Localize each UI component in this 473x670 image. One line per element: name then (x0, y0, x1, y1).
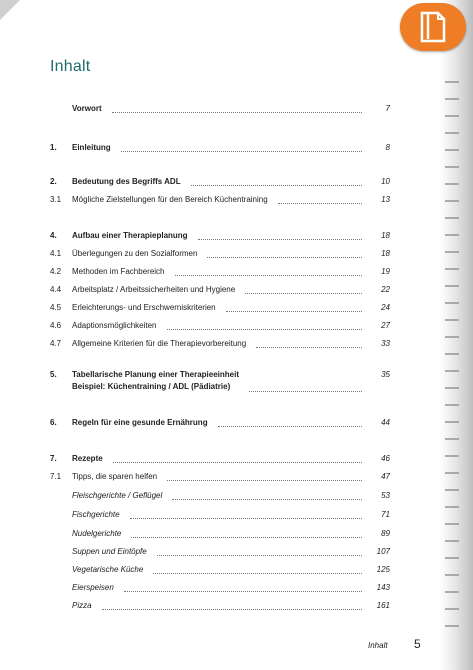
toc-dot-leader (167, 479, 362, 481)
toc-dot-leader (256, 346, 362, 348)
toc-entry-title: Allgemeine Kriterien für die Therapievorbereitung (72, 339, 247, 348)
toc-entry-title: Adaptionsmöglichkeiten (72, 321, 157, 330)
toc-dot-leader (131, 536, 362, 538)
toc-entry[interactable] (50, 102, 390, 116)
toc-entry-title: Fischgerichte (72, 510, 120, 519)
toc-entry-title: Suppen und Eintöpfe (72, 547, 147, 556)
toc-entry[interactable] (50, 489, 390, 503)
toc-entry[interactable] (50, 193, 390, 207)
toc-entry[interactable] (50, 545, 390, 559)
toc-entry-title-line2: Beispiel: Küchentraining / ADL (Pädiatrie) (72, 382, 231, 391)
toc-dot-leader (175, 274, 363, 276)
footer-page-number: 5 (414, 637, 421, 651)
toc-entry-title (72, 369, 243, 393)
thumb-index-strip (445, 70, 459, 630)
toc-entry-page: 161 (376, 601, 390, 610)
toc-entry-number: 5. (50, 370, 57, 379)
toc-entry-number: 7. (50, 454, 57, 463)
toc-dot-leader (124, 590, 362, 592)
toc-dot-leader (112, 111, 362, 113)
toc-entry-page: 18 (381, 249, 390, 258)
toc-entry-title: Überlegungen zu den Sozialformen (72, 249, 198, 258)
toc-entry[interactable] (50, 265, 390, 279)
toc-dot-leader (130, 517, 362, 519)
toc-entry-page: 53 (381, 491, 390, 500)
toc-entry-page: 19 (381, 267, 390, 276)
toc-entry-title: Pizza (72, 601, 92, 610)
toc-entry-page: 10 (381, 177, 390, 186)
toc-entry-number: 4.4 (50, 285, 62, 294)
toc-entry-page: 44 (381, 418, 390, 427)
toc-dot-leader (153, 572, 362, 574)
toc-entry[interactable] (50, 416, 390, 430)
toc-entry-title: Einleitung (72, 143, 111, 152)
toc-dot-leader (102, 608, 362, 610)
toc-entry[interactable] (50, 452, 390, 466)
toc-entry-title: Vorwort (72, 104, 102, 113)
toc-entry[interactable] (50, 175, 390, 189)
toc-entry-title: Fleischgerichte / Geflügel (72, 491, 163, 500)
toc-entry[interactable] (50, 470, 390, 484)
toc-entry-number: 4.7 (50, 339, 62, 348)
toc-entry-page: 24 (381, 303, 390, 312)
toc-entry-title: Erleichterungs- und Erschwerniskriterien (72, 303, 216, 312)
toc-entry[interactable] (50, 141, 390, 155)
ebook-icon (414, 9, 452, 45)
toc-entry-page: 89 (381, 529, 390, 538)
toc-entry-title: Nudelgerichte (72, 529, 122, 538)
page-corner-fold (0, 0, 20, 20)
toc-entry-number: 4.5 (50, 303, 62, 312)
toc-entry-number: 7.1 (50, 472, 62, 481)
toc-entry-page: 22 (381, 285, 390, 294)
toc-entry-title: Regeln für eine gesunde Ernährung (72, 418, 208, 427)
toc-entry-title: Tipps, die sparen helfen (72, 472, 158, 481)
toc-entry-number: 1. (50, 143, 57, 152)
toc-entry[interactable] (50, 337, 390, 351)
toc-dot-leader (226, 310, 362, 312)
toc-dot-leader (113, 461, 362, 463)
toc-dot-leader (249, 390, 362, 392)
toc-entry-title: Mögliche Zielstellungen für den Bereich Küchentraining (72, 195, 268, 204)
toc-entry[interactable] (50, 247, 390, 261)
toc-entry[interactable] (50, 369, 390, 395)
toc-entry-number: 2. (50, 177, 57, 186)
toc-entry[interactable] (50, 508, 390, 522)
toc-dot-leader (172, 498, 362, 500)
toc-dot-leader (207, 256, 362, 258)
ebook-badge[interactable] (400, 3, 466, 51)
toc-entry-title: Vegetarische Küche (72, 565, 144, 574)
toc-entry-title: Eierspeisen (72, 583, 114, 592)
toc-dot-leader (245, 292, 362, 294)
toc-entry-page: 33 (381, 339, 390, 348)
toc-entry[interactable] (50, 581, 390, 595)
toc-entry-page: 18 (381, 231, 390, 240)
toc-entry-page: 27 (381, 321, 390, 330)
toc-entry-number: 6. (50, 418, 57, 427)
toc-entry-page: 35 (381, 370, 390, 379)
toc-entry-page: 7 (385, 104, 390, 113)
toc-entry-title: Arbeitsplatz / Arbeitssicherheiten und Hygiene (72, 285, 236, 294)
toc-entry-title: Bedeutung des Begriffs ADL (72, 177, 181, 186)
toc-dot-leader (157, 554, 362, 556)
toc-entry-page: 125 (376, 565, 390, 574)
toc-entry-number: 4. (50, 231, 57, 240)
toc-entry-page: 8 (385, 143, 390, 152)
toc-entry-page: 13 (381, 195, 390, 204)
toc-entry-page: 46 (381, 454, 390, 463)
toc-entry-number: 4.2 (50, 267, 62, 276)
footer-label: Inhalt (368, 641, 388, 650)
toc-dot-leader (278, 202, 362, 204)
page-title: Inhalt (50, 58, 91, 75)
toc-entry[interactable] (50, 319, 390, 333)
toc-entry-page: 107 (376, 547, 390, 556)
toc-entry-number: 4.6 (50, 321, 62, 330)
toc-entry-title: Methoden im Fachbereich (72, 267, 165, 276)
toc-entry-number: 3.1 (50, 195, 62, 204)
toc-entry-page: 47 (381, 472, 390, 481)
toc-entry[interactable] (50, 527, 390, 541)
toc-dot-leader (218, 425, 362, 427)
toc-entry[interactable] (50, 563, 390, 577)
toc-entry[interactable] (50, 283, 390, 297)
toc-entry-title: Rezepte (72, 454, 103, 463)
toc-entry-title: Aufbau einer Therapieplanung (72, 231, 188, 240)
toc-entry-number: 4.1 (50, 249, 62, 258)
toc-dot-leader (167, 328, 363, 330)
toc-dot-leader (198, 238, 362, 240)
toc-dot-leader (121, 150, 362, 152)
toc-entry[interactable] (50, 301, 390, 315)
toc-entry-page: 143 (376, 583, 390, 592)
toc-entry-page: 71 (381, 510, 390, 519)
toc-entry-title-line1: Tabellarische Planung einer Therapieeinheit (72, 370, 240, 379)
toc-entry[interactable] (50, 229, 390, 243)
toc-dot-leader (191, 184, 362, 186)
toc-entry[interactable] (50, 599, 390, 613)
